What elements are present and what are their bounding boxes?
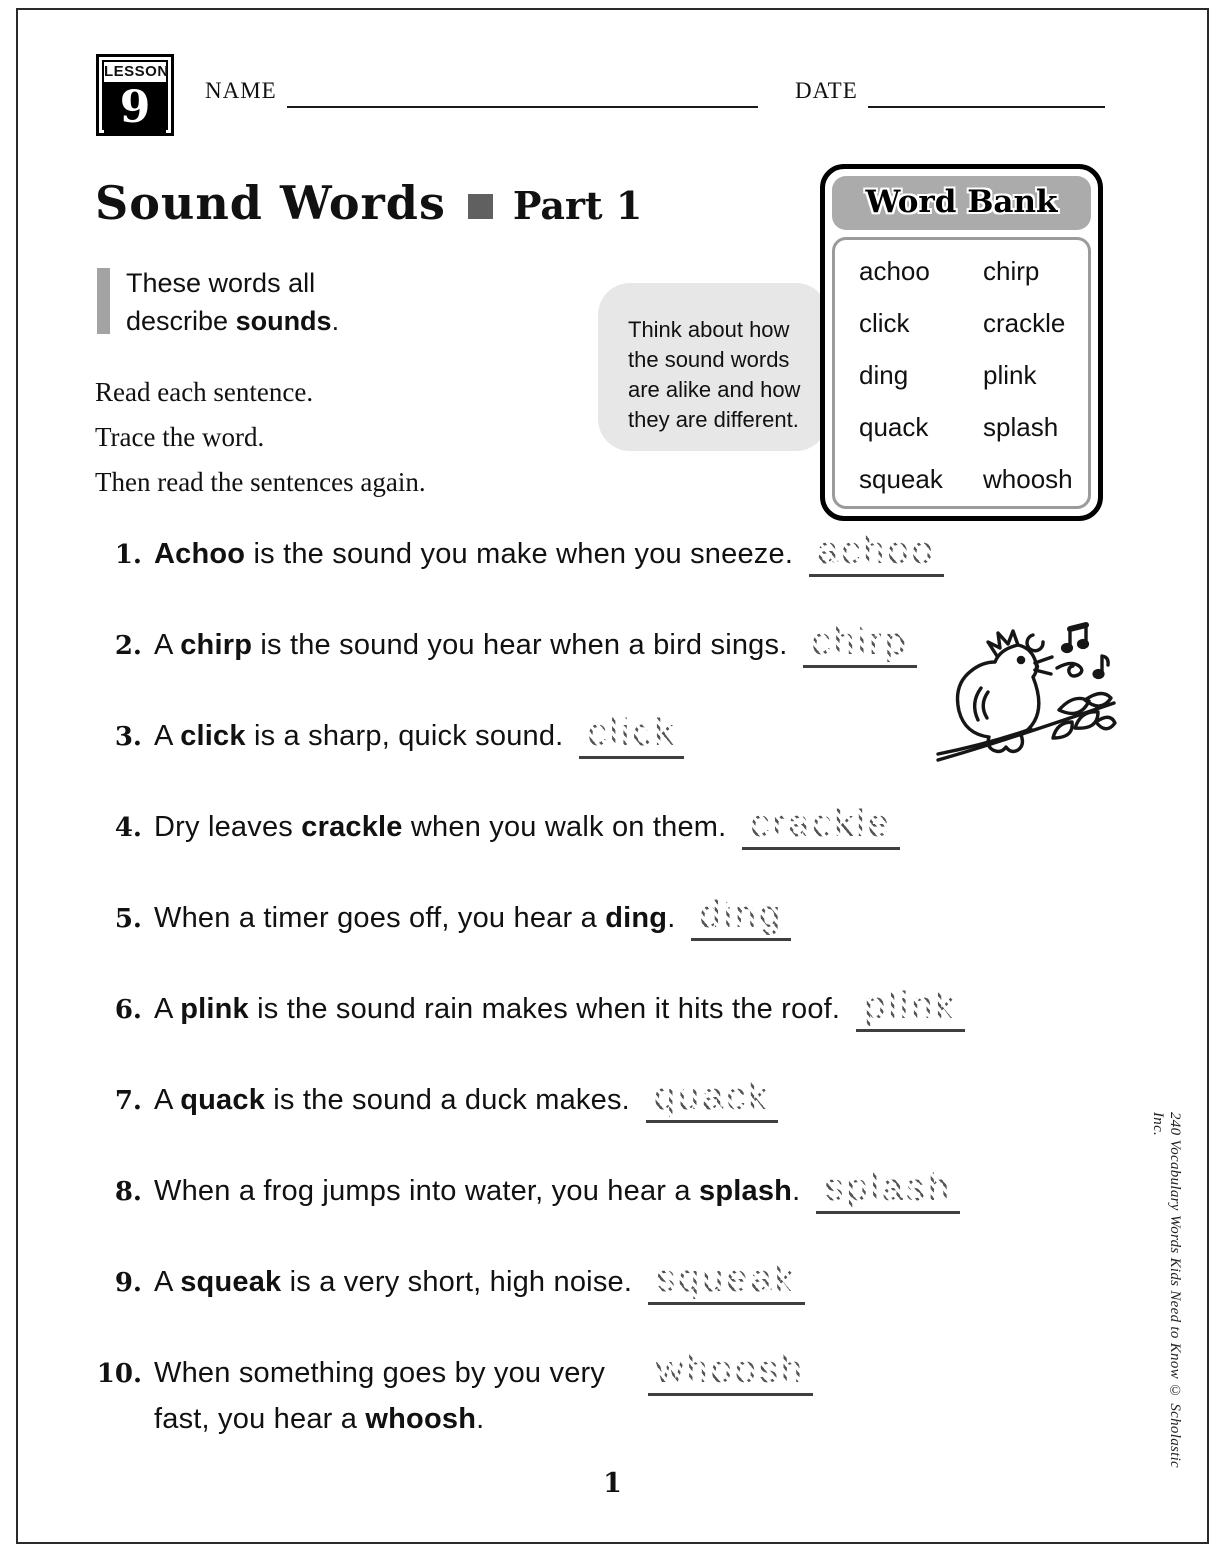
page-number: 1 <box>603 1468 622 1499</box>
music-note-single <box>1094 656 1108 677</box>
word-bank-title: Word Bank <box>865 184 1058 220</box>
intro-accent-bar <box>97 268 110 334</box>
lesson-number: 9 <box>104 82 166 133</box>
instruction-line: Trace the word. <box>95 422 265 452</box>
word-bank-word: ding <box>859 360 909 390</box>
word-bank-word: whoosh <box>983 464 1073 494</box>
intro-line2-suffix: . <box>331 306 340 336</box>
sentence-number: 5. <box>114 904 142 934</box>
sentence-text: When a timer goes off, you hear a ding. <box>154 902 676 934</box>
intro-line2-bold: sounds <box>235 306 332 336</box>
sentence-number: 10. <box>96 1359 142 1389</box>
side-credit: 240 Vocabulary Words Kids Need to Know © Scholastic Inc. <box>1150 1112 1183 1469</box>
sentence-row <box>92 1349 1132 1442</box>
trace-word: splash <box>816 1167 960 1214</box>
word-bank-word: plink <box>983 360 1037 390</box>
sentence-text: A plink is the sound rain makes when it hits the roof. <box>154 993 841 1025</box>
sentence-number: 8. <box>114 1177 142 1207</box>
trace-word: whoosh <box>648 1349 813 1396</box>
sentence-text: A chirp is the sound you hear when a bird sings. <box>154 629 788 661</box>
word-bank <box>820 164 1103 521</box>
lesson-badge-inner <box>102 60 169 133</box>
sentence-text: When a frog jumps into water, you hear a splash. <box>154 1175 801 1207</box>
sentence-row <box>92 1167 1132 1214</box>
instruction-line: Read each sentence. <box>95 377 314 407</box>
intro-line2-prefix: describe <box>126 306 236 336</box>
sentence-row <box>92 803 1132 850</box>
sentence-text: A click is a sharp, quick sound. <box>154 720 564 752</box>
bird-beak <box>1035 657 1052 674</box>
trace-word: quack <box>646 1076 778 1123</box>
word-bank-word: chirp <box>983 256 1040 286</box>
sentence-text: A squeak is a very short, high noise. <box>154 1266 633 1298</box>
trace-word: click <box>579 712 684 759</box>
trace-word: plink <box>856 985 965 1032</box>
word-bank-word: squeak <box>859 464 943 494</box>
sentence-text: A quack is the sound a duck makes. <box>154 1084 630 1116</box>
think-bubble-text: Think about how the sound words are alike and how they are different. <box>628 317 801 432</box>
leaf <box>1096 717 1115 729</box>
sentence-number: 6. <box>114 995 142 1025</box>
intro-text <box>126 264 339 340</box>
sentence-number: 3. <box>114 722 142 752</box>
sentence-text: When something goes by you very fast, you hear a whoosh. <box>154 1357 606 1435</box>
word-bank-word: crackle <box>983 308 1066 338</box>
bird-eye <box>1018 657 1023 662</box>
sentence-number: 2. <box>114 631 142 661</box>
name-blank-line <box>287 76 758 108</box>
trace-word: achoo <box>809 530 944 577</box>
sentence-row <box>92 1258 1132 1305</box>
sentence-number: 4. <box>114 813 142 843</box>
sentence-number: 1. <box>114 540 142 570</box>
sentence-row <box>92 894 1132 941</box>
sentence-number: 7. <box>114 1086 142 1116</box>
intro-line1: These words all <box>126 268 316 298</box>
word-bank-word: splash <box>983 412 1059 442</box>
singing-bird-illustration <box>933 610 1118 768</box>
date-row <box>795 74 1105 108</box>
name-label: NAME <box>205 78 277 103</box>
music-note-beamed <box>1063 625 1088 651</box>
word-bank-body <box>832 237 1091 509</box>
word-bank-header <box>832 176 1091 230</box>
think-bubble <box>598 283 828 451</box>
sentence-row <box>92 530 1132 577</box>
instruction-line: Then read the sentences again. <box>95 467 426 497</box>
sentence-row <box>92 985 1132 1032</box>
lesson-label: LESSON <box>104 63 169 80</box>
lesson-badge <box>96 54 174 136</box>
song-swirl <box>1057 663 1082 676</box>
intro-blurb <box>97 264 437 340</box>
sentence-text: Achoo is the sound you make when you sneeze. <box>154 538 794 570</box>
trace-word: squeak <box>648 1258 805 1305</box>
sentence-row <box>92 1076 1132 1123</box>
bird-body <box>958 645 1039 751</box>
date-label: DATE <box>795 78 858 103</box>
title-part: Part 1 <box>512 182 643 228</box>
instructions <box>95 370 426 505</box>
word-bank-word: achoo <box>859 256 930 286</box>
sentence-text: Dry leaves crackle when you walk on them. <box>154 811 727 843</box>
name-row <box>205 74 758 108</box>
date-blank-line <box>868 76 1105 108</box>
song-swirl <box>1027 635 1043 651</box>
word-bank-word: quack <box>859 412 929 442</box>
word-bank-column-1 <box>859 256 983 494</box>
title-square-bullet <box>468 194 493 219</box>
bird-wing <box>975 688 988 720</box>
sentence-number: 9. <box>114 1268 142 1298</box>
trace-word: crackle <box>742 803 899 850</box>
trace-word: chirp <box>803 621 916 668</box>
trace-word: ding <box>691 894 791 941</box>
word-bank-column-2 <box>983 256 1073 494</box>
page-title <box>95 176 642 230</box>
word-bank-word: click <box>859 308 910 338</box>
title-main: Sound Words <box>95 176 446 230</box>
